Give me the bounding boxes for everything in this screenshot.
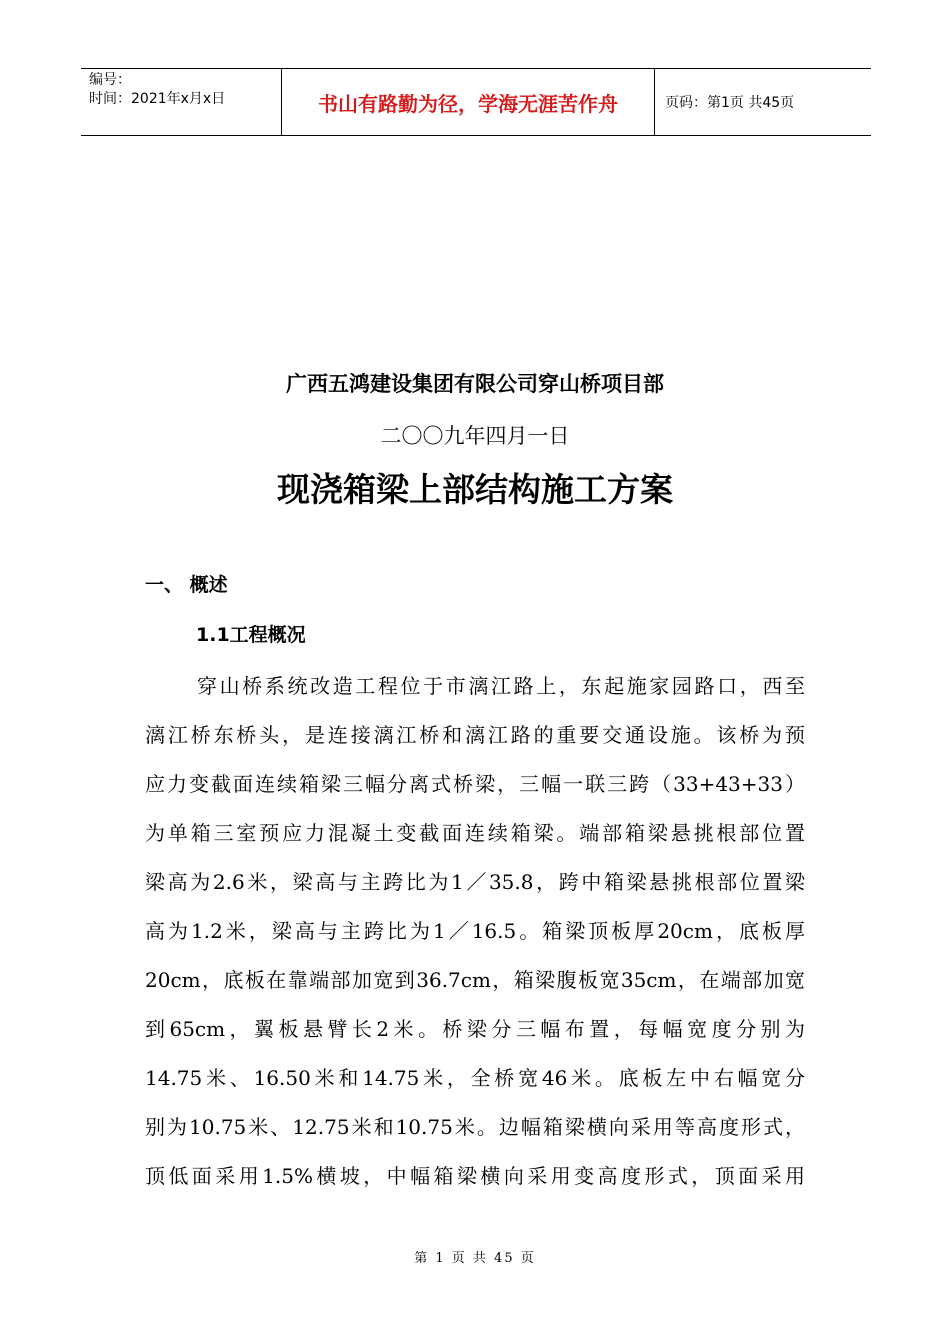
document-title: 现浇箱梁上部结构施工方案	[277, 470, 673, 509]
header-page-info: 页码：第1页 共45页	[665, 95, 795, 111]
page-footer: 第 1 页 共 45 页	[414, 1251, 536, 1266]
page-header	[81, 68, 871, 136]
body-line: 高为1.2米，梁高与主跨比为1／16.5。箱梁顶板厚20cm，底板厚	[145, 919, 805, 943]
subsection-heading: 1.1工程概况	[196, 624, 306, 646]
body-line: 14.75米、16.50米和14.75米，全桥宽46米。底板左中右幅宽分	[145, 1066, 805, 1090]
body-line: 漓江桥东桥头，是连接漓江桥和漓江路的重要交通设施。该桥为预	[145, 723, 805, 747]
header-meta	[81, 69, 281, 135]
document-date: 二〇〇九年四月一日	[380, 424, 570, 448]
header-motto: 书山有路勤为径，学海无涯苦作舟	[281, 69, 655, 135]
body-line: 到65cm，翼板悬臂长2米。桥梁分三幅布置，每幅宽度分别为	[145, 1017, 805, 1041]
body-line: 别为10.75米、12.75米和10.75米。边幅箱梁横向采用等高度形式，	[145, 1115, 805, 1139]
document-time-label: 时间：2021年x月x日	[89, 91, 226, 107]
document-number-label: 编号：	[89, 72, 131, 88]
body-line: 梁高为2.6米，梁高与主跨比为1／35.8，跨中箱梁悬挑根部位置梁	[145, 870, 805, 894]
body-line: 顶低面采用1.5%横坡，中幅箱梁横向采用变高度形式，顶面采用	[145, 1164, 805, 1188]
company-name: 广西五鸿建设集团有限公司穿山桥项目部	[286, 372, 664, 396]
section-heading: 一、 概述	[145, 574, 228, 596]
body-line: 应力变截面连续箱梁三幅分离式桥梁，三幅一联三跨（33+43+33）	[145, 772, 805, 796]
body-line: 穿山桥系统改造工程位于市漓江路上，东起施家园路口，西至	[197, 674, 805, 698]
body-line: 为单箱三室预应力混凝土变截面连续箱梁。端部箱梁悬挑根部位置	[145, 821, 805, 845]
body-line: 20cm，底板在靠端部加宽到36.7cm，箱梁腹板宽35cm，在端部加宽	[145, 968, 805, 992]
body-paragraph	[145, 665, 805, 1204]
